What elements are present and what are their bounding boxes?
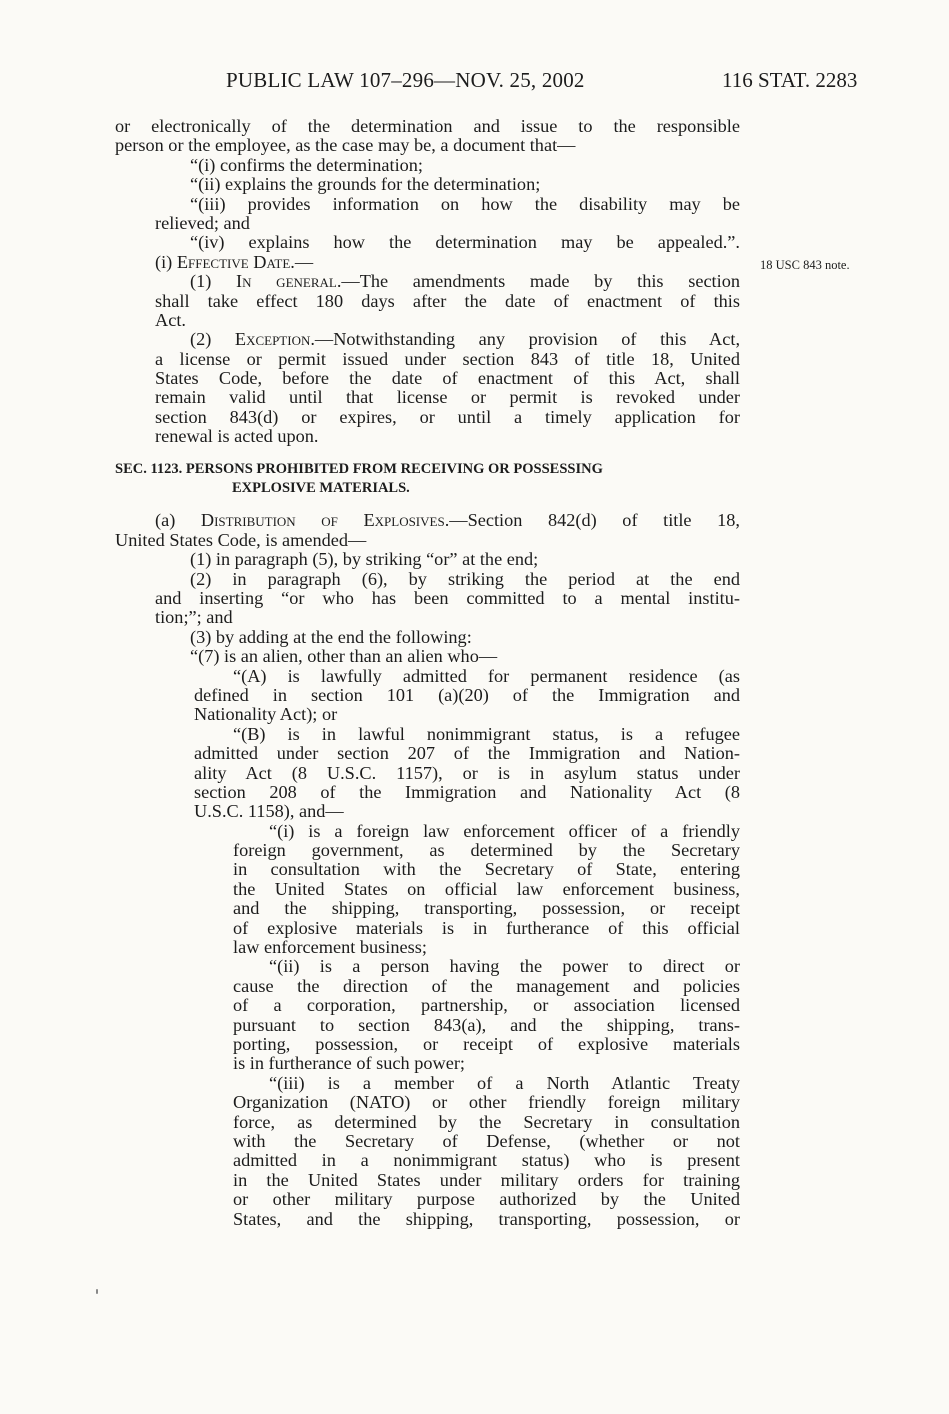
text-line: (i) Effective Date.—	[155, 251, 314, 272]
text-line: ality Act (8 U.S.C. 1157), or is in asylum status under	[194, 762, 740, 783]
text-line: “(7) is an alien, other than an alien who—	[190, 646, 498, 667]
text-line: person or the employee, as the case may be, a document that—	[115, 135, 576, 156]
text-line: renewal is acted upon.	[155, 426, 319, 447]
text-line: “(B) is in lawful nonimmigrant status, is a refugee	[233, 723, 740, 744]
text-line: and inserting “or who has been committed to a mental institu-	[155, 588, 740, 609]
text-line: force, as determined by the Secretary in consultation	[233, 1111, 740, 1132]
text-line: Organization (NATO) or other friendly foreign military	[233, 1092, 740, 1113]
text-line: in the United States under military orders for training	[233, 1169, 740, 1190]
text-line: Nationality Act); or	[194, 704, 338, 725]
text-line: admitted in a nonimmigrant status) who is present	[233, 1150, 740, 1171]
text-line: “(ii) explains the grounds for the determination;	[190, 174, 541, 195]
text-line: defined in section 101 (a)(20) of the Immigration and	[194, 684, 740, 705]
page-header-title: PUBLIC LAW 107–296—NOV. 25, 2002	[226, 68, 585, 92]
text-line: U.S.C. 1158), and—	[194, 801, 344, 822]
text-line: (2) Exception.—Notwithstanding any provision of this Act,	[190, 329, 741, 350]
text-line: “(iii) provides information on how the disability may be	[190, 193, 740, 214]
text-line: of explosive materials is in furtherance of this official	[233, 917, 740, 938]
text-block-subsection-i	[115, 117, 740, 447]
text-line: is in furtherance of such power;	[233, 1053, 465, 1074]
text-line: relieved; and	[155, 212, 250, 233]
text-line: cause the direction of the management and policies	[233, 975, 740, 996]
text-line: with the Secretary of Defense, (whether or not	[233, 1130, 740, 1151]
text-line: “(i) is a foreign law enforcement officer of a friendly	[269, 820, 740, 841]
text-line: admitted under section 207 of the Immigration and Nation-	[194, 743, 740, 764]
text-line: the United States on official law enforcement business,	[233, 878, 740, 899]
text-line: in consultation with the Secretary of State, entering	[233, 859, 740, 880]
text-line: (3) by adding at the end the following:	[190, 626, 472, 647]
text-line: and the shipping, transporting, possession, or receipt	[233, 898, 740, 919]
text-line: pursuant to section 843(a), and the shipping, trans-	[233, 1014, 740, 1035]
text-line: shall take effect 180 days after the date of enactment of this	[155, 290, 740, 311]
scan-speck	[96, 1289, 98, 1294]
text-line: of a corporation, partnership, or association licensed	[233, 995, 740, 1016]
body-text	[115, 117, 740, 1229]
text-line: tion;”; and	[155, 607, 233, 628]
text-line: “(iv) explains how the determination may be appealed.”.	[190, 232, 740, 253]
text-line: (1) in paragraph (5), by striking “or” at the end;	[190, 549, 539, 570]
text-line: “(ii) is a person having the power to direct or	[269, 956, 740, 977]
text-line: foreign government, as determined by the Secretary	[233, 840, 740, 861]
text-line: States Code, before the date of enactment of this Act, shall	[155, 368, 740, 389]
text-block-section-1123	[115, 511, 740, 1228]
text-line: a license or permit issued under section 843 of title 18, United	[155, 348, 740, 369]
section-heading-line2: EXPLOSIVE MATERIALS.	[232, 480, 410, 497]
text-line: Act.	[155, 309, 186, 330]
text-line: (a) Distribution of Explosives.—Section 842(d) of title 18,	[155, 510, 740, 531]
text-line: porting, possession, or receipt of explosive materials	[233, 1034, 740, 1054]
text-line: section 843(d) or expires, or until a timely application for	[155, 406, 740, 427]
text-line: section 208 of the Immigration and Nationality Act (8	[194, 781, 740, 802]
text-line: “(iii) is a member of a North Atlantic Treaty	[269, 1072, 740, 1093]
text-line: United States Code, is amended—	[115, 529, 367, 550]
text-line: “(A) is lawfully admitted for permanent residence (as	[233, 665, 740, 686]
text-line: (1) In general.—The amendments made by this section	[190, 271, 740, 292]
text-line: or electronically of the determination and issue to the responsible	[115, 116, 740, 136]
text-line: “(i) confirms the determination;	[190, 154, 424, 175]
text-line: States, and the shipping, transporting, possession, or	[233, 1208, 740, 1229]
text-line: law enforcement business;	[233, 937, 427, 958]
text-line: (2) in paragraph (6), by striking the period at the end	[190, 568, 740, 589]
page-header-stat: 116 STAT. 2283	[722, 68, 858, 92]
section-heading-line1: SEC. 1123. PERSONS PROHIBITED FROM RECEIVING OR POSSESSING	[115, 460, 603, 477]
text-line: remain valid until that license or permit is revoked under	[155, 387, 740, 408]
text-line: or other military purpose authorized by the United	[233, 1189, 740, 1210]
margin-note: 18 USC 843 note.	[760, 258, 850, 272]
